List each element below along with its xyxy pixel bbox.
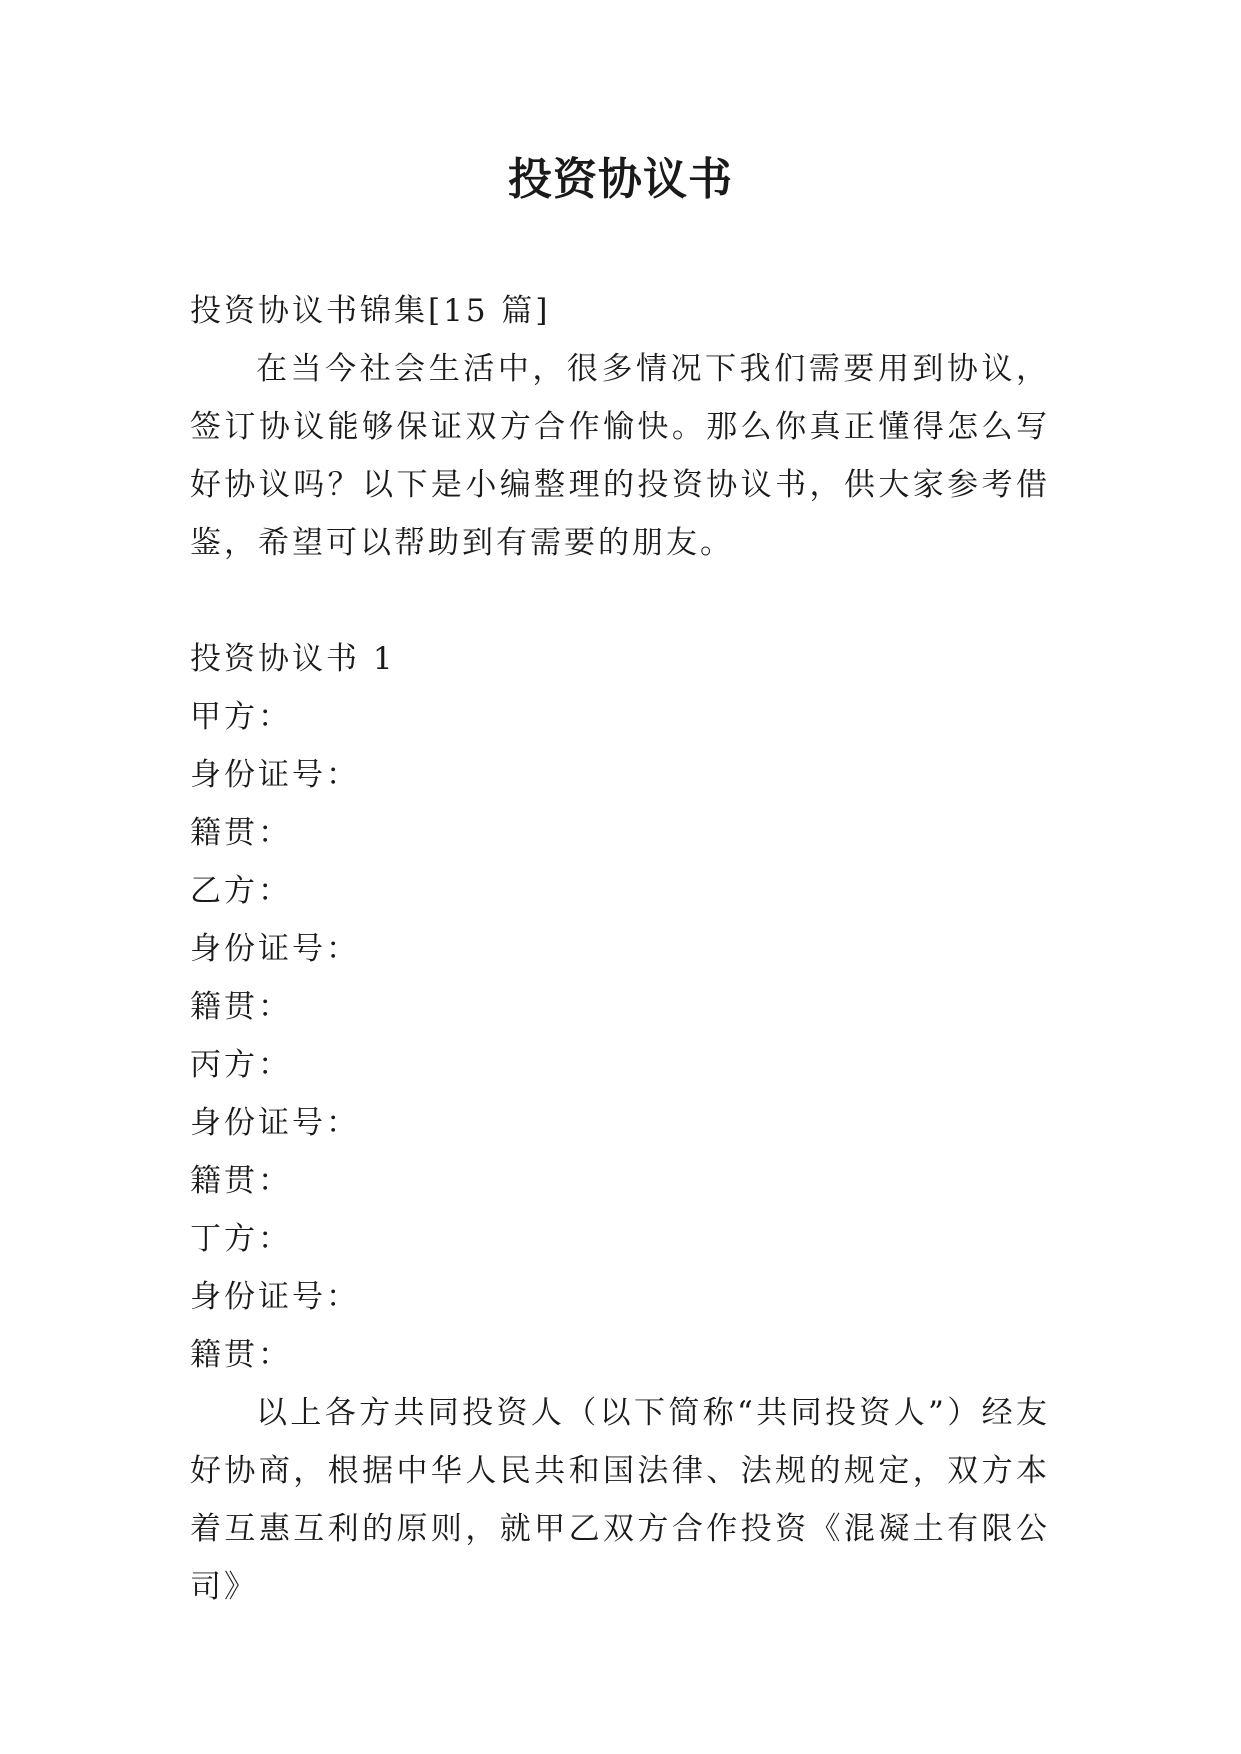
party-b-origin-label: 籍贯： xyxy=(190,989,292,1025)
party-a-id-label: 身份证号： xyxy=(190,757,360,793)
party-c-id-label: 身份证号： xyxy=(190,1105,360,1141)
paragraph-gap xyxy=(190,572,1050,630)
document-body xyxy=(190,282,1050,1616)
document-title: 投资协议书 xyxy=(508,154,733,205)
intro-paragraph: 在当今社会生活中，很多情况下我们需要用到协议，签订协议能够保证双方合作愉快。那么你真正懂得怎么写好协议吗？以下是小编整理的投资协议书，供大家参考借鉴，希望可以帮助到有需要的朋友。 xyxy=(190,351,1050,561)
party-b-label: 乙方： xyxy=(190,873,292,909)
party-b-id-label: 身份证号： xyxy=(190,931,360,967)
section-heading: 投资协议书 1 xyxy=(190,641,396,677)
party-d-id-label: 身份证号： xyxy=(190,1279,360,1315)
party-c-label: 丙方： xyxy=(190,1047,292,1083)
closing-paragraph: 以上各方共同投资人（以下简称“共同投资人”）经友好协商，根据中华人民共和国法律、法规的规定，双方本着互惠互利的原则，就甲乙双方合作投资《混凝土有限公司》 xyxy=(190,1395,1050,1605)
collection-heading: 投资协议书锦集[15 篇] xyxy=(190,293,551,329)
party-c-origin-label: 籍贯： xyxy=(190,1163,292,1199)
party-a-label: 甲方： xyxy=(190,699,292,735)
party-a-origin-label: 籍贯： xyxy=(190,815,292,851)
party-d-origin-label: 籍贯： xyxy=(190,1337,292,1373)
party-d-label: 丁方： xyxy=(190,1221,292,1257)
